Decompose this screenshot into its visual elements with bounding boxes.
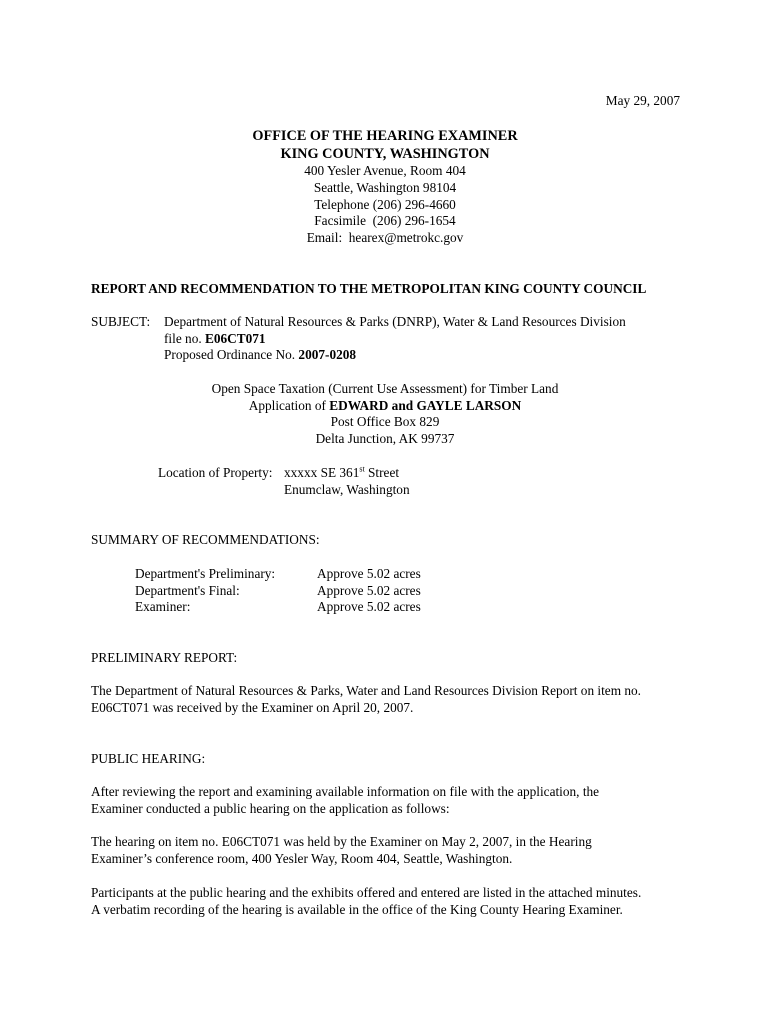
county-title: KING COUNTY, WASHINGTON [280, 146, 490, 162]
office-telephone: Telephone (206) 296-4660 [314, 196, 456, 212]
summary-heading: SUMMARY OF RECOMMENDATIONS: [91, 532, 320, 547]
recommendation-value: Approve 5.02 acres [317, 566, 421, 581]
recommendation-label: Examiner: [135, 599, 191, 615]
recommendation-label: Department's Preliminary: [135, 566, 276, 581]
file-prefix: file no. [164, 330, 205, 346]
ordinance-prefix: Proposed Ordinance No. [164, 347, 299, 363]
preliminary-heading: PRELIMINARY REPORT: [91, 650, 238, 665]
recommendation-value: Approve 5.02 acres [317, 582, 421, 598]
public-hearing-heading: PUBLIC HEARING: [91, 751, 206, 766]
subject-ordinance-line [164, 347, 626, 364]
recommendation-value: Approve 5.02 acres [317, 599, 421, 615]
hearing-p3-line-2: A verbatim recording of the hearing is available in the office of the King County Hearing Examiner. [91, 901, 623, 917]
document-date: May 29, 2007 [605, 93, 680, 108]
file-number: E06CT071 [205, 330, 266, 346]
office-address: 400 Yesler Avenue, Room 404 [304, 163, 466, 178]
location-city: Enumclaw, Washington [284, 481, 410, 497]
hearing-paragraph-3 [91, 885, 681, 918]
street-prefix: xxxxx SE 361 [284, 465, 360, 480]
hearing-p3-line-1: Participants at the public hearing and the exhibits offered and entered are listed in the attached minutes. [91, 885, 642, 900]
street-ordinal: st [359, 464, 365, 474]
preliminary-paragraph [91, 683, 681, 716]
location-label: Location of Property: [158, 465, 273, 480]
location-street [284, 465, 410, 482]
applicant-prefix: Application of [248, 397, 330, 413]
letterhead [0, 127, 770, 247]
preliminary-line-1: The Department of Natural Resources & Parks, Water and Land Resources Division Report on item no. [91, 683, 641, 698]
subject-label: SUBJECT: [91, 314, 151, 329]
office-city: Seattle, Washington 98104 [313, 179, 457, 195]
ordinance-number: 2007-0208 [298, 347, 357, 363]
report-heading: REPORT AND RECOMMENDATION TO THE METROPOLITAN KING COUNTY COUNCIL [91, 281, 647, 296]
hearing-p1-line-2: Examiner conducted a public hearing on the application as follows: [91, 800, 450, 816]
hearing-p2-line-2: Examiner’s conference room, 400 Yesler Way, Room 404, Seattle, Washington. [91, 850, 513, 866]
office-facsimile: Facsimile (206) 296-1654 [314, 213, 456, 229]
subject-file-line [164, 331, 626, 348]
applicant-city: Delta Junction, AK 99737 [315, 431, 455, 447]
application-program: Open Space Taxation (Current Use Assessment) for Timber Land [211, 381, 559, 396]
applicant-name: EDWARD and GAYLE LARSON [329, 397, 522, 413]
location-lines [284, 465, 410, 498]
hearing-p2-line-1: The hearing on item no. E06CT071 was held by the Examiner on May 2, 2007, in the Hearing [91, 834, 592, 849]
application-block [0, 381, 770, 448]
street-suffix: Street [364, 465, 400, 480]
recommendation-label: Department's Final: [135, 582, 240, 598]
applicant-po-box: Post Office Box 829 [330, 414, 440, 430]
hearing-paragraph-1 [91, 784, 681, 817]
office-title: OFFICE OF THE HEARING EXAMINER [252, 128, 518, 144]
preliminary-line-2: E06CT071 was received by the Examiner on April 20, 2007. [91, 699, 414, 715]
subject-lines [164, 314, 626, 364]
hearing-paragraph-2 [91, 834, 681, 867]
subject-department: Department of Natural Resources & Parks (DNRP), Water & Land Resources Division [164, 314, 626, 329]
office-email: Email: hearex@metrokc.gov [306, 230, 464, 246]
hearing-p1-line-1: After reviewing the report and examining available information on file with the application, the [91, 784, 600, 799]
applicant-line [0, 398, 770, 415]
